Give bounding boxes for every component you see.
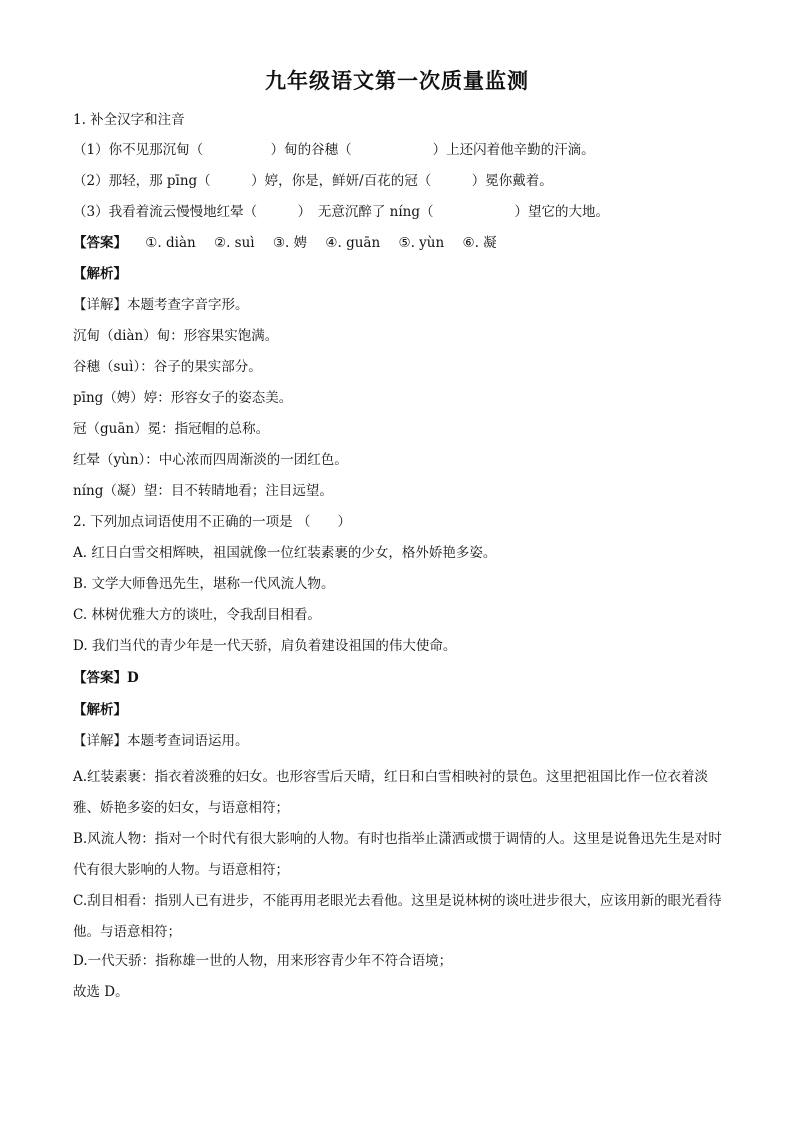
explanation-line: 沉甸（diàn）甸：形容果实饱满。 <box>73 328 279 344</box>
option-b: B. 文学大师鲁迅先生，堪称一代风流人物。 <box>73 576 335 592</box>
answer-item: ③. 娉 <box>272 235 308 251</box>
answer-label: 【答案】 <box>73 235 127 251</box>
explanation-line: níng（凝）望：目不转睛地看；注目远望。 <box>73 483 333 499</box>
detail-line: 【详解】本题考查字音字形。 <box>73 297 249 313</box>
question-1-item: （1）你不见那沉甸（ ）甸的谷穗（ ）上还闪着他辛勤的汗滴。 <box>73 142 595 158</box>
explanation-line: 谷穗（suì）：谷子的果实部分。 <box>73 359 262 375</box>
analysis-label: 【解析】 <box>73 266 127 282</box>
explanation-line: 冠（guān）冕：指冠帽的总称。 <box>73 421 270 437</box>
analysis-label: 【解析】 <box>73 702 127 718</box>
question-2-stem: 2. 下列加点词语使用不正确的一项是 （ ） <box>73 514 351 530</box>
explanation-paragraph: D.一代天骄：指称雄一世的人物，用来形容青少年不符合语境； <box>73 953 453 969</box>
option-d: D. 我们当代的青少年是一代天骄，肩负着建设祖国的伟大使命。 <box>73 638 457 654</box>
answer-item: ④. guān <box>325 235 381 251</box>
explanation-paragraph: B.风流人物：指对一个时代有很大影响的人物。有时也指举止潇洒或惯于调情的人。这里是说鲁迅先生是对时代有很大影响的人物。与语意相符； <box>73 831 722 878</box>
answer-item: ②. suì <box>213 235 255 251</box>
question-1-item: （2）那轻，那 pīng（ ）婷，你是，鲜妍/百花的冠（ ）冕你戴着。 <box>73 173 553 189</box>
page-title: 九年级语文第一次质量监测 <box>265 68 529 93</box>
explanation-paragraph: C.刮目相看：指别人已有进步，不能再用老眼光去看他。这里是说林树的谈吐进步很大，应该用新的眼光看待他。与语意相符； <box>73 893 722 940</box>
answer-item: ①. diàn <box>145 235 196 251</box>
explanation-line: 红晕（yùn）：中心浓而四周渐淡的一团红色。 <box>73 452 348 468</box>
conclusion-line: 故选 D。 <box>73 984 129 1000</box>
explanation-line: pīng（娉）婷：形容女子的姿态美。 <box>73 390 293 406</box>
explanation-paragraph: A.红装素裹：指衣着淡雅的妇女。也形容雪后天晴，红日和白雪相映衬的景色。这里把祖国比作一位衣着淡雅、娇艳多姿的妇女，与语意相符； <box>73 769 709 816</box>
question-1-item: （3）我看着流云慢慢地红晕（ ） 无意沉醉了 níng（ ）望它的大地。 <box>73 204 609 220</box>
question-1-answer <box>73 233 733 253</box>
option-a: A. 红日白雪交相辉映，祖国就像一位红装素裹的少女，格外娇艳多姿。 <box>73 545 497 561</box>
answer-item: ⑤. yùn <box>398 235 445 251</box>
answer-item: ⑥. 凝 <box>462 235 497 251</box>
question-1-stem: 1. 补全汉字和注音 <box>73 112 185 128</box>
question-2-answer: 【答案】D <box>73 670 139 686</box>
option-c: C. 林树优雅大方的谈吐，令我刮目相看。 <box>73 607 321 623</box>
detail-line: 【详解】本题考查词语运用。 <box>73 733 249 749</box>
